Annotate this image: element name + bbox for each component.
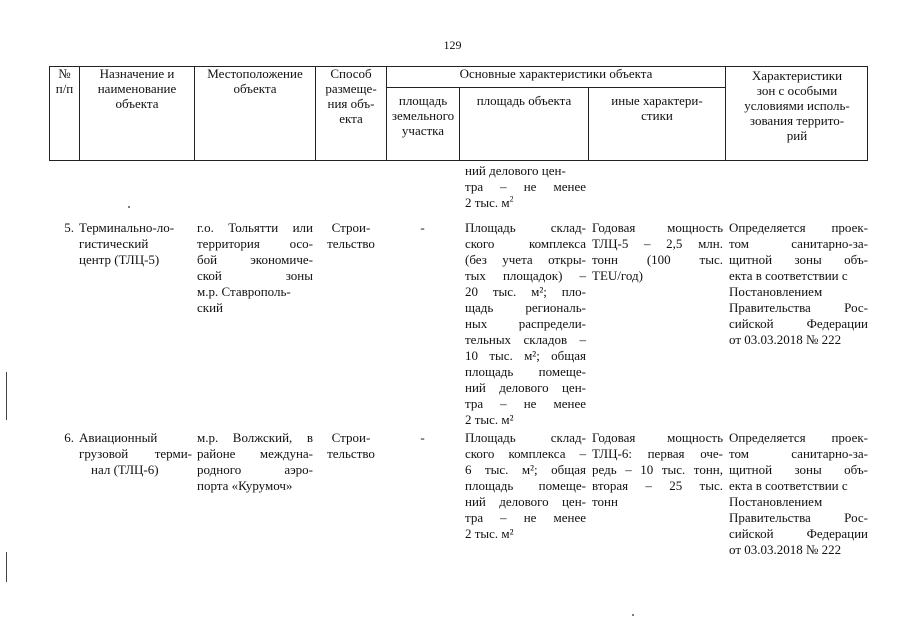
row-6-num: 6. bbox=[64, 430, 74, 445]
scan-dot bbox=[632, 614, 634, 616]
row-6-location: м.р. Волжский, в районе междуна- родного аэро- порта «Курумоч» bbox=[197, 430, 313, 493]
row-5-land-area: - bbox=[420, 220, 425, 235]
header-method: Способ размеще- ния объ- екта bbox=[315, 66, 386, 161]
continuation-line: тра – не менее bbox=[465, 179, 586, 194]
continuation-text bbox=[465, 163, 586, 211]
header-land-area: площадь земельного участка bbox=[386, 88, 459, 161]
row-6-purpose: Авиационный грузовой терми- нал (ТЛЦ-6) bbox=[79, 430, 192, 477]
row-6-object-area: Площадь склад- ского комплекса – 6 тыс. м²; общая площадь помеще- ний делового цен- тра – не менее 2 тыс. м² bbox=[465, 430, 586, 541]
scan-edge-mark bbox=[6, 372, 7, 420]
row-5-object-area: Площадь склад- ского комплекса (без учета откры- тых площадок) – 20 тыс. м²; пло- щадь региональ- ных распредели- тельных складов – 10 тыс. м²; общая площадь помеще- ний делового цен- тра – не менее 2 тыс. м² bbox=[465, 220, 586, 427]
row-6-land-area: - bbox=[420, 430, 425, 445]
header-object-area: площадь объекта bbox=[459, 88, 588, 161]
page-number: 129 bbox=[443, 38, 462, 52]
continuation-line: 2 тыс. $м^2$ bbox=[465, 194, 514, 210]
scan-edge-mark bbox=[6, 552, 7, 582]
row-5-zones: Определяется проек- том санитарно-за- щитной зоны объ- екта в соответствии с Постановлением Правительства Рос- сийской Федерации от 03.03.2018 № 222 bbox=[729, 220, 868, 347]
header-main-group: Основные характеристики объекта bbox=[386, 66, 725, 88]
row-5-num: 5. bbox=[64, 220, 74, 235]
continuation-line: ний делового цен- bbox=[465, 163, 566, 178]
row-5-method: Строи- тельство bbox=[327, 220, 375, 251]
header-other: иные характери- стики bbox=[588, 88, 725, 161]
row-6-zones: Определяется проек- том санитарно-за- щитной зоны объ- екта в соответствии с Постановлением Правительства Рос- сийской Федерации от 03.03.2018 № 222 bbox=[729, 430, 868, 557]
header-location: Местоположение объекта bbox=[194, 66, 315, 161]
row-5-purpose: Терминально-ло- гистический центр (ТЛЦ-5) bbox=[79, 220, 175, 267]
header-purpose: Назначение и наименование объекта bbox=[79, 66, 194, 161]
scan-dot bbox=[128, 206, 130, 208]
row-5-other: Годовая мощность ТЛЦ-5 – 2,5 млн. тонн (100 тыс. TEU/год) bbox=[592, 220, 723, 283]
row-6-other: Годовая мощность ТЛЦ-6: первая оче- редь – 10 тыс. тонн, вторая – 25 тыс. тонн bbox=[592, 430, 723, 509]
row-6-method: Строи- тельство bbox=[327, 430, 375, 461]
row-5-location: г.о. Тольятти или территория осо- бой экономиче- ской зоны м.р. Ставрополь- ский bbox=[197, 220, 313, 315]
header-num: № п/п bbox=[49, 66, 79, 161]
header-zones: Характеристики зон с особыми условиями исполь- зования террито- рий bbox=[725, 66, 868, 161]
